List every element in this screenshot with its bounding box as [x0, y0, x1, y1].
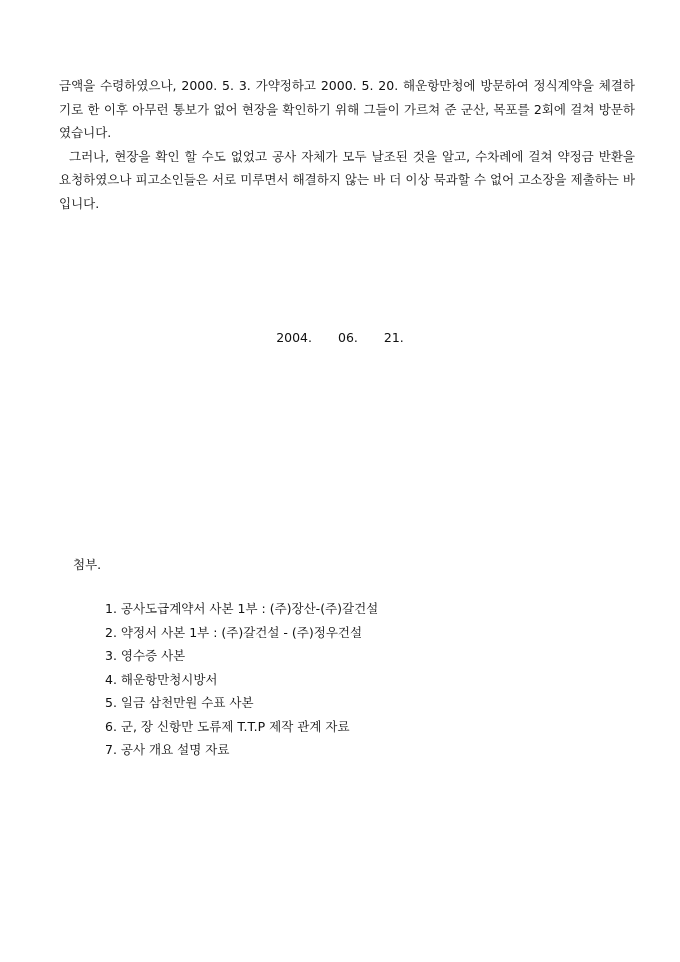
attachment-item: 1. 공사도급계약서 사본 1부 : (주)장산-(주)갈건설 — [105, 601, 379, 616]
attachments-list — [105, 597, 378, 762]
attachment-item: 6. 군, 장 신항만 도류제 T.T.P 제작 관계 자료 — [105, 718, 350, 734]
attachment-item: 7. 공사 개요 설명 자료 — [105, 742, 230, 757]
attachment-item: 5. 일금 삼천만원 수표 사본 — [105, 695, 254, 710]
attachment-item: 4. 해운항만청시방서 — [105, 671, 218, 687]
body-text — [59, 74, 635, 215]
attachments-heading: 첨부. — [73, 557, 102, 572]
attachment-item: 3. 영수증 사본 — [105, 648, 186, 663]
paragraph-2: 그러나, 현장을 확인 할 수도 없었고 공사 자체가 모두 날조된 것을 알고, 수차례에 걸쳐 약정금 반환을 요청하였으나 피고소인들은 서로 미루면서 해결하지 않는 바 더 이상 묵과할 수 없어 고소장을 제출하는 바입니다. — [59, 148, 635, 211]
date-day: 21. — [383, 330, 404, 345]
date-year: 2004. — [276, 330, 312, 345]
document-date — [0, 330, 680, 345]
paragraph-1: 금액을 수령하였으나, 2000. 5. 3. 가약정하고 2000. 5. 20. 해운항만청에 방문하여 정식계약을 체결하기로 한 이후 아무런 통보가 없어 현장을 확인하기 위해 그들이 가르쳐 준 군산, 목포를 2회에 걸쳐 방문하였습니다. — [59, 78, 635, 140]
date-month: 06. — [338, 330, 358, 345]
attachment-item: 2. 약정서 사본 1부 : (주)갈건설 - (주)정우건설 — [105, 624, 363, 640]
